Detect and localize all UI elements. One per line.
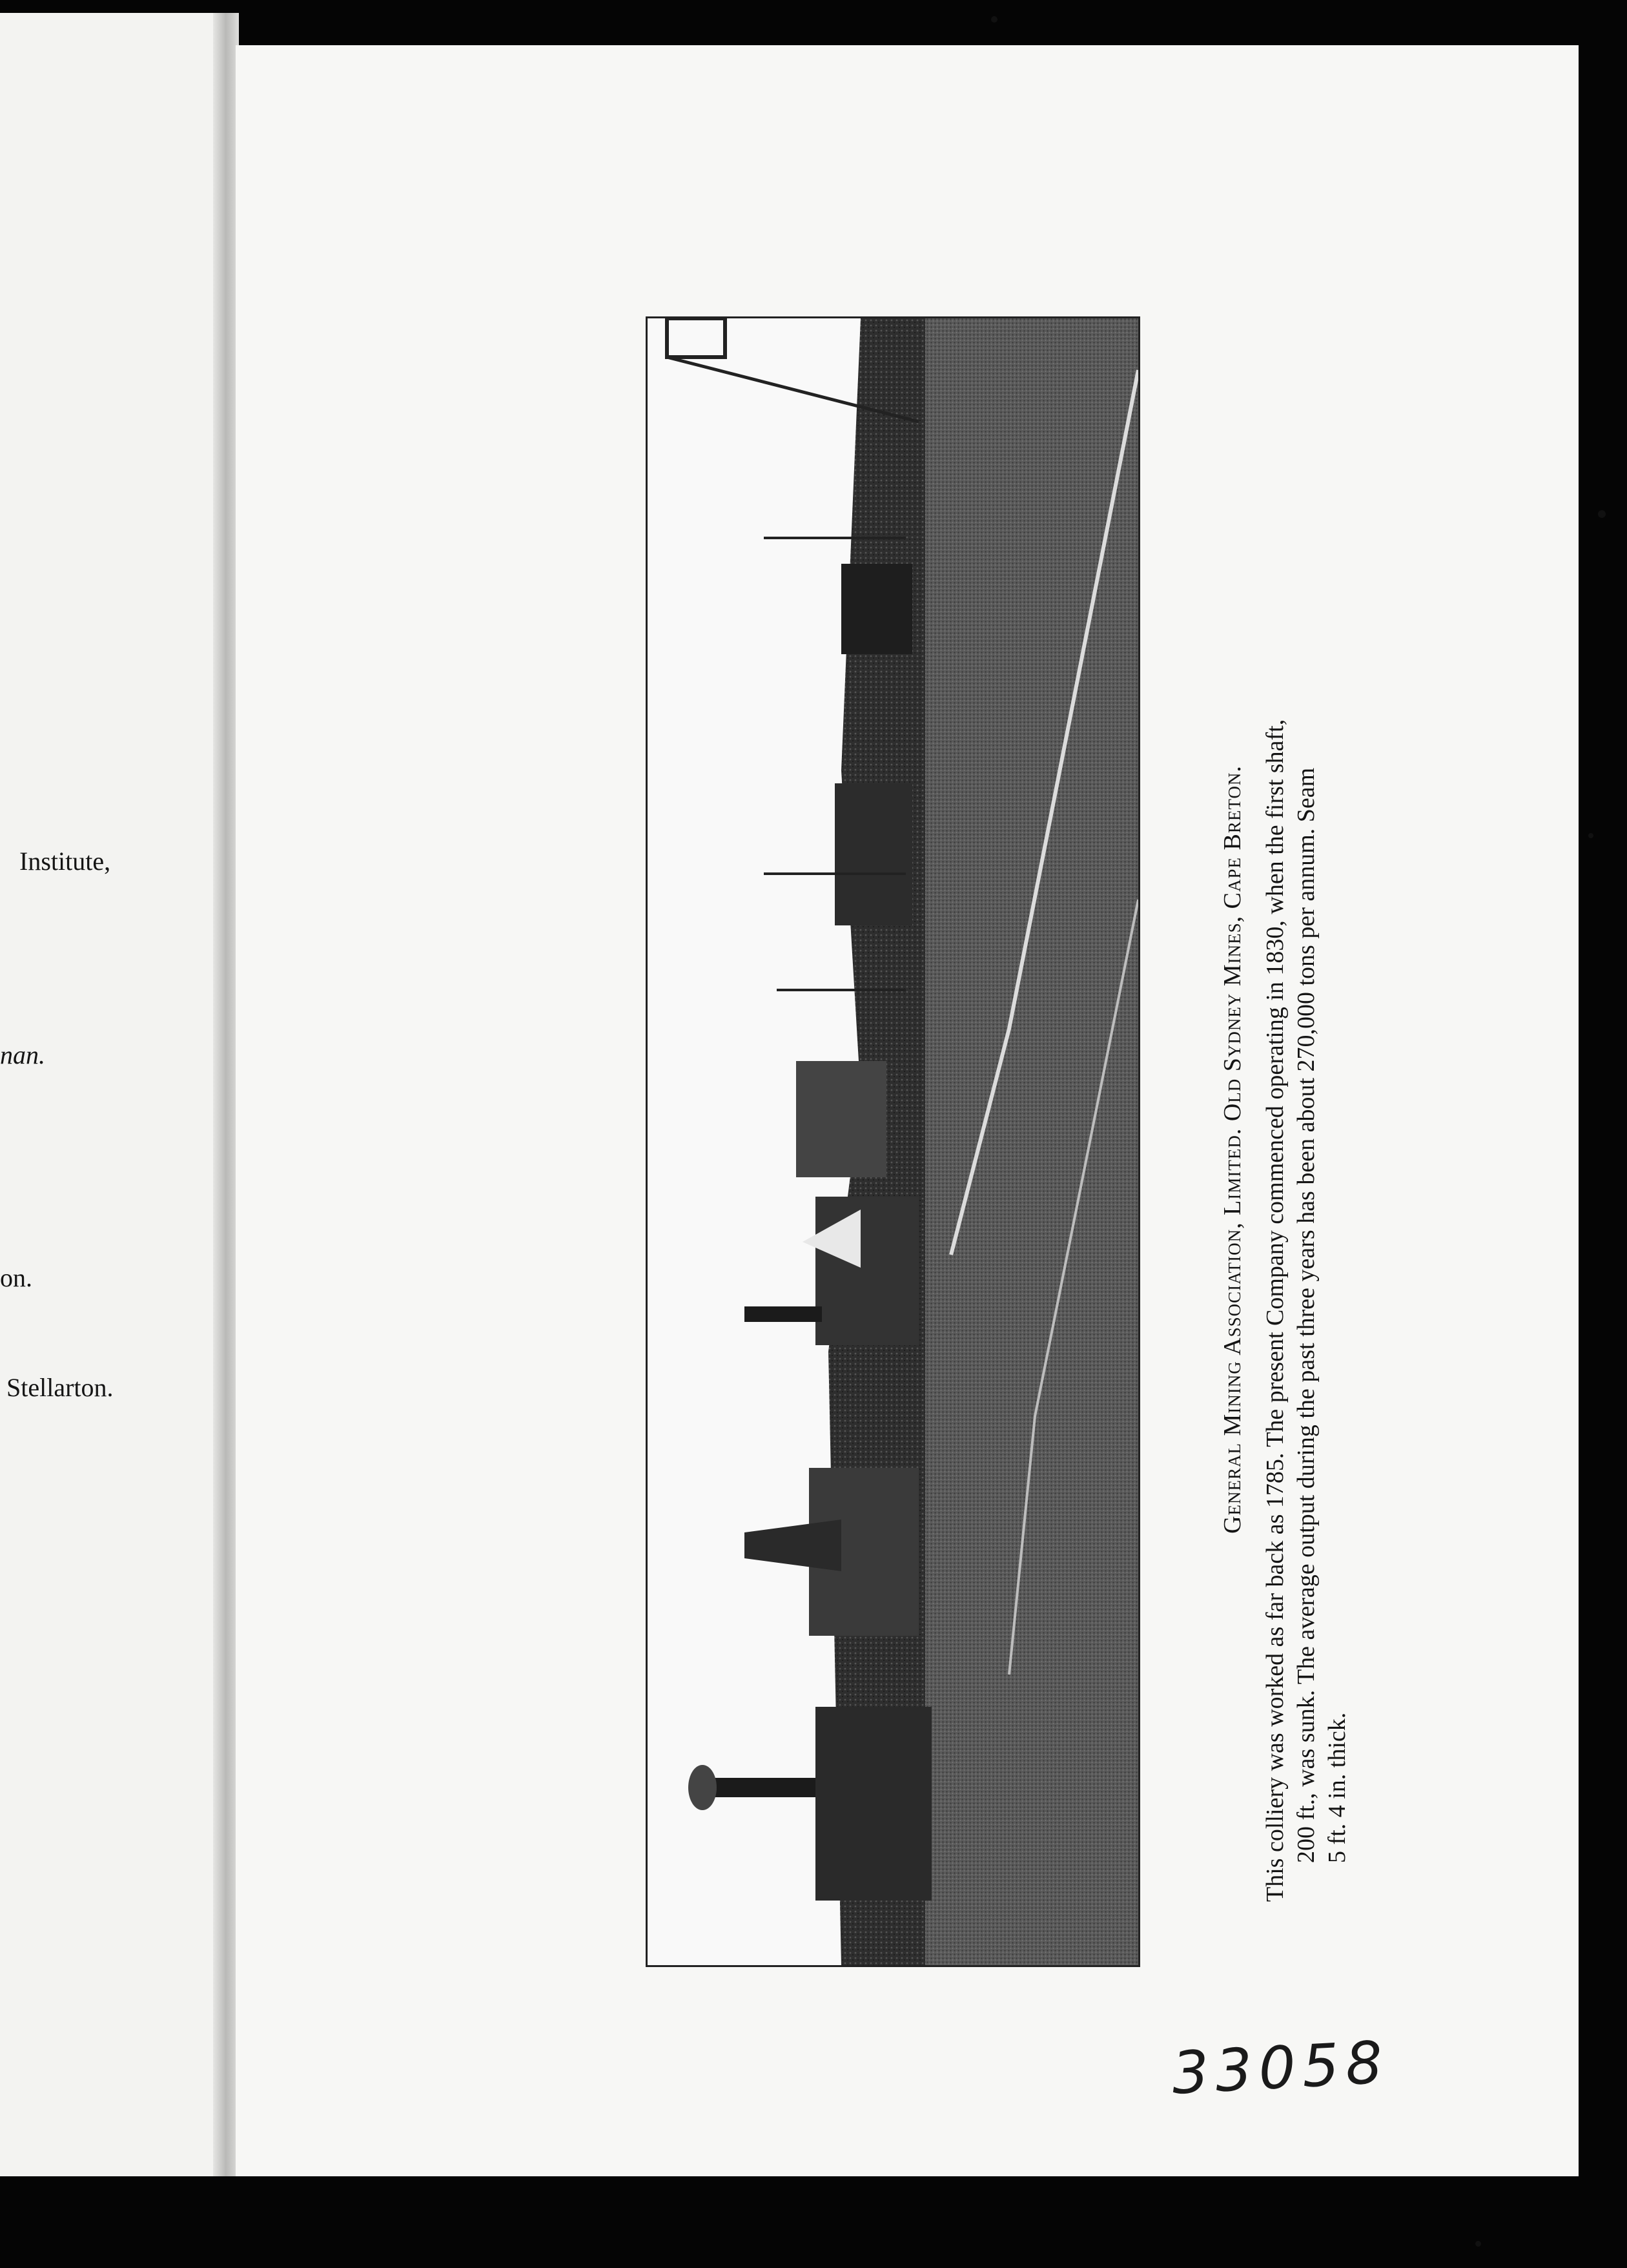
colliery-photograph — [646, 316, 1140, 1967]
handwritten-catalog-number: 33058 — [1170, 2028, 1391, 2108]
colliery-photograph-image — [648, 318, 1138, 1965]
scan-speck — [1475, 2241, 1481, 2247]
plate-description — [1260, 320, 1353, 1902]
plate-description-line: 200 ft., was sunk. The average output during the past three years has been about 270,000 tons per annum. Seam — [1293, 767, 1320, 1863]
book-gutter — [213, 13, 239, 2176]
left-page — [0, 13, 232, 2176]
plate-description-line: This colliery was worked as far back as 1785. The present Company commenced operating in 1830, when the first shaft, — [1262, 719, 1289, 1902]
left-page-fragment-institute: Institute, — [19, 847, 111, 876]
scan-speck — [991, 16, 998, 23]
plate-description-line: 5 ft. 4 in. thick. — [1324, 1712, 1351, 1863]
scan-speck — [1588, 833, 1593, 838]
left-page-fragment-stellarton: Stellarton. — [6, 1373, 114, 1402]
plate-title: General Mining Association, Limited. Old Sydney Mines, Cape Breton. — [1219, 765, 1246, 1534]
left-page-fragment-on: on. — [0, 1263, 32, 1292]
plate-caption — [1217, 320, 1353, 1902]
left-page-fragment-nan: nan. — [0, 1040, 45, 1069]
scan-speck — [1598, 510, 1606, 518]
